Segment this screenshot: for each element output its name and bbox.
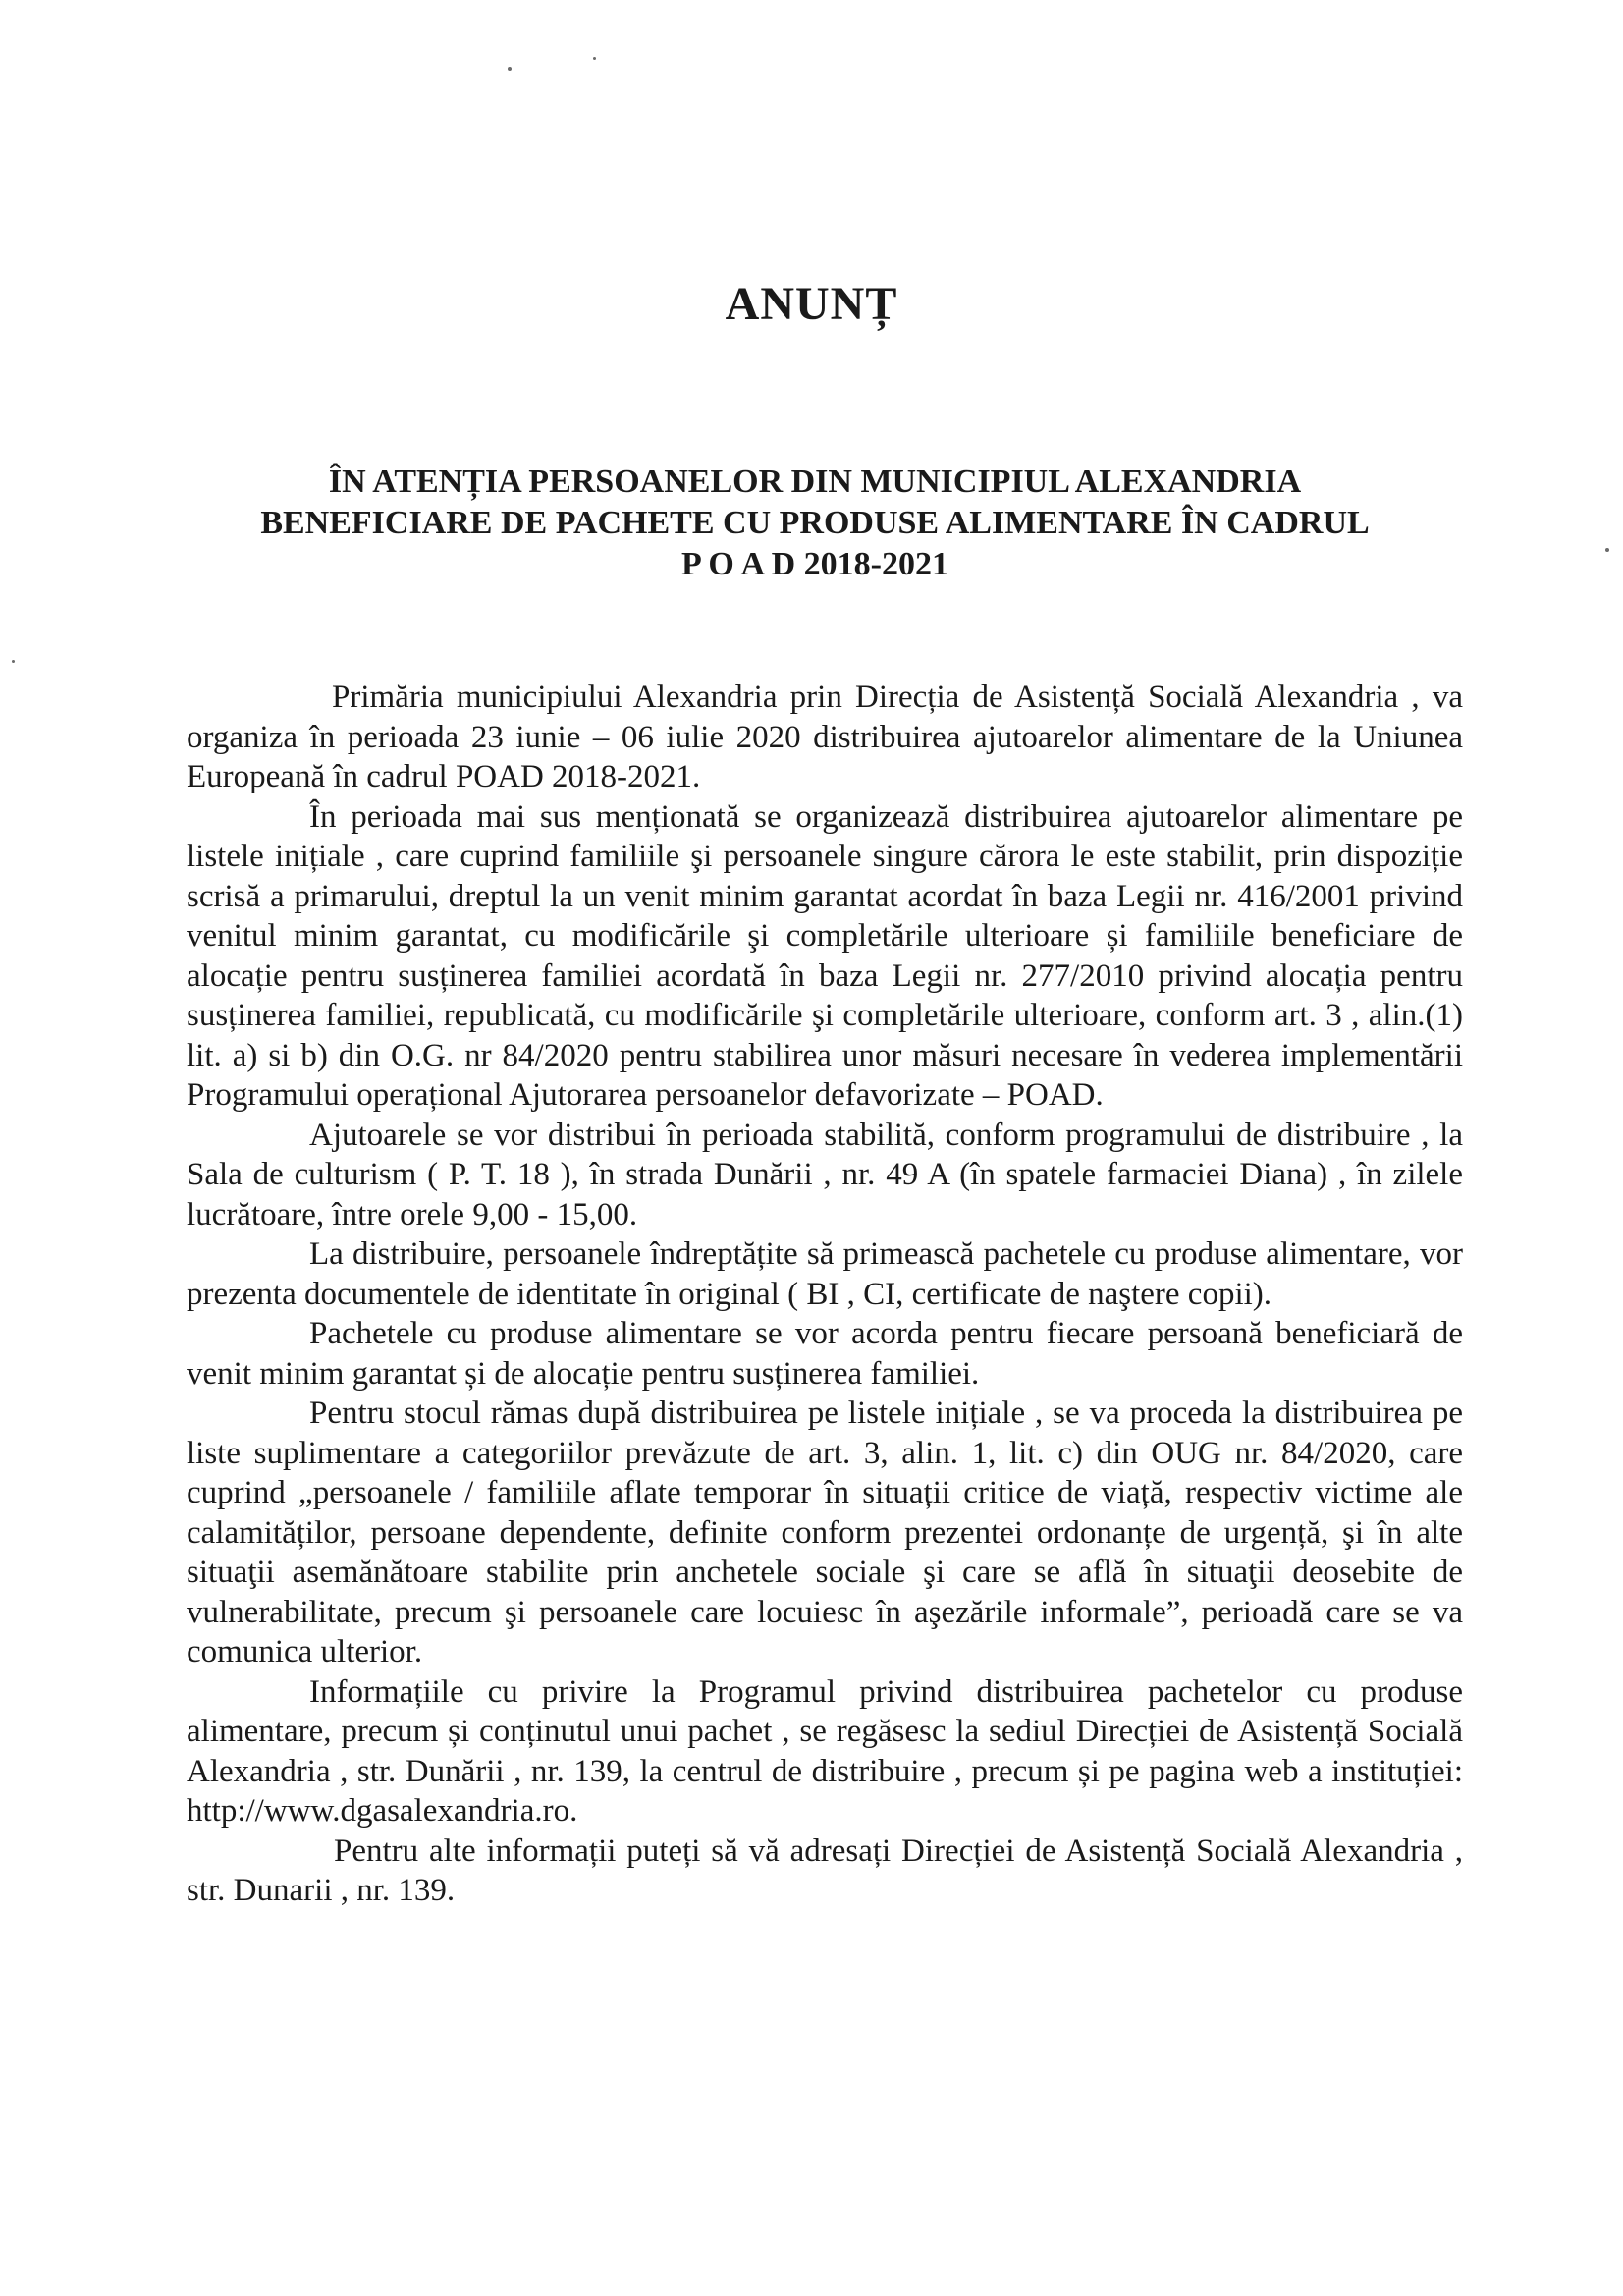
scan-speck: [508, 67, 512, 71]
scan-speck: [593, 57, 596, 60]
subtitle-line: ÎN ATENȚIA PERSOANELOR DIN MUNICIPIUL ALEXANDRIA: [328, 464, 1302, 500]
subtitle-line: P O A D 2018-2021: [680, 546, 949, 582]
paragraph: În perioada mai sus menționată se organizează distribuirea ajutoarelor alimentare pe listele inițiale , care cuprind familiile şi persoanele singure cărora le este stabilit, prin dispoziție scrisă a primarului, dreptul la un venit minim garantat acordat în baza Legii nr. 416/2001 privind venitul minim garantat, cu modificările şi completările ulterioare și familiile beneficiare de alocație pentru susținerea familiei acordată în baza Legii nr. 277/2010 privind alocația pentru susținerea familiei, republicată, cu modificările şi completările ulterioare, conform art. 3 , alin.(1) lit. a) si b) din O.G. nr 84/2020 pentru stabilirea unor măsuri necesare în vederea implementării Programului operațional Ajutorarea persoanelor defavorizate – POAD.: [187, 798, 1463, 1113]
subtitle-line: BENEFICIARE DE PACHETE CU PRODUSE ALIMENTARE ÎN CADRUL: [260, 505, 1370, 541]
document-title: ANUNȚ: [725, 278, 898, 330]
paragraph: Pentru stocul rămas după distribuirea pe listele inițiale , se va proceda la distribuirea pe liste suplimentare a categoriilor prevăzute de art. 3, alin. 1, lit. c) din OUG nr. 84/2020, care cuprind „persoanele / familiile aflate temporar în situații critice de viață, respectiv victime ale calamităților, persoane dependente, definite conform prezentei ordonanțe de urgență, şi în alte situaţii asemănătoare stabilite prin anchetele sociale şi care se află în situaţii deosebite de vulnerabilitate, precum şi persoanele care locuiesc în aşezările informale”, perioadă care se va comunica ulterior.: [187, 1395, 1463, 1669]
scan-speck: [12, 660, 15, 663]
document-body: [187, 678, 1463, 1911]
paragraph: Pachetele cu produse alimentare se vor acorda pentru fiecare persoană beneficiară de venit minim garantat și de alocație pentru susținerea familiei.: [187, 1316, 1463, 1392]
scan-speck: [1605, 548, 1609, 552]
paragraph: Ajutoarele se vor distribui în perioada stabilită, conform programului de distribuire , la Sala de culturism ( P. T. 18 ), în strada Dunării , nr. 49 A (în spatele farmaciei Diana) , în zilele lucrătoare, între orele 9,00 - 15,00.: [187, 1117, 1463, 1232]
paragraph: Informațiile cu privire la Programul privind distribuirea pachetelor cu produse alimentare, precum și conținutul unui pachet , se regăsesc la sediul Direcției de Asistență Socială Alexandria , str. Dunării , nr. 139, la centrul de distribuire , precum și pe pagina web a instituției: http://www.dgasalexandria.ro.: [187, 1673, 1463, 1829]
paragraph: Pentru alte informații puteți să vă adresați Direcției de Asistență Socială Alexandria , str. Dunarii , nr. 139.: [187, 1832, 1463, 1908]
paragraph: La distribuire, persoanele îndreptățite să primească pachetele cu produse alimentare, vor prezenta documentele de identitate în original ( BI , CI, certificate de naştere copii).: [187, 1236, 1463, 1312]
paragraph: Primăria municipiului Alexandria prin Direcția de Asistență Socială Alexandria , va organiza în perioada 23 iunie – 06 iulie 2020 distribuirea ajutoarelor alimentare de la Uniunea Europeană în cadrul POAD 2018-2021.: [187, 680, 1463, 794]
document-subtitle: [196, 462, 1434, 585]
